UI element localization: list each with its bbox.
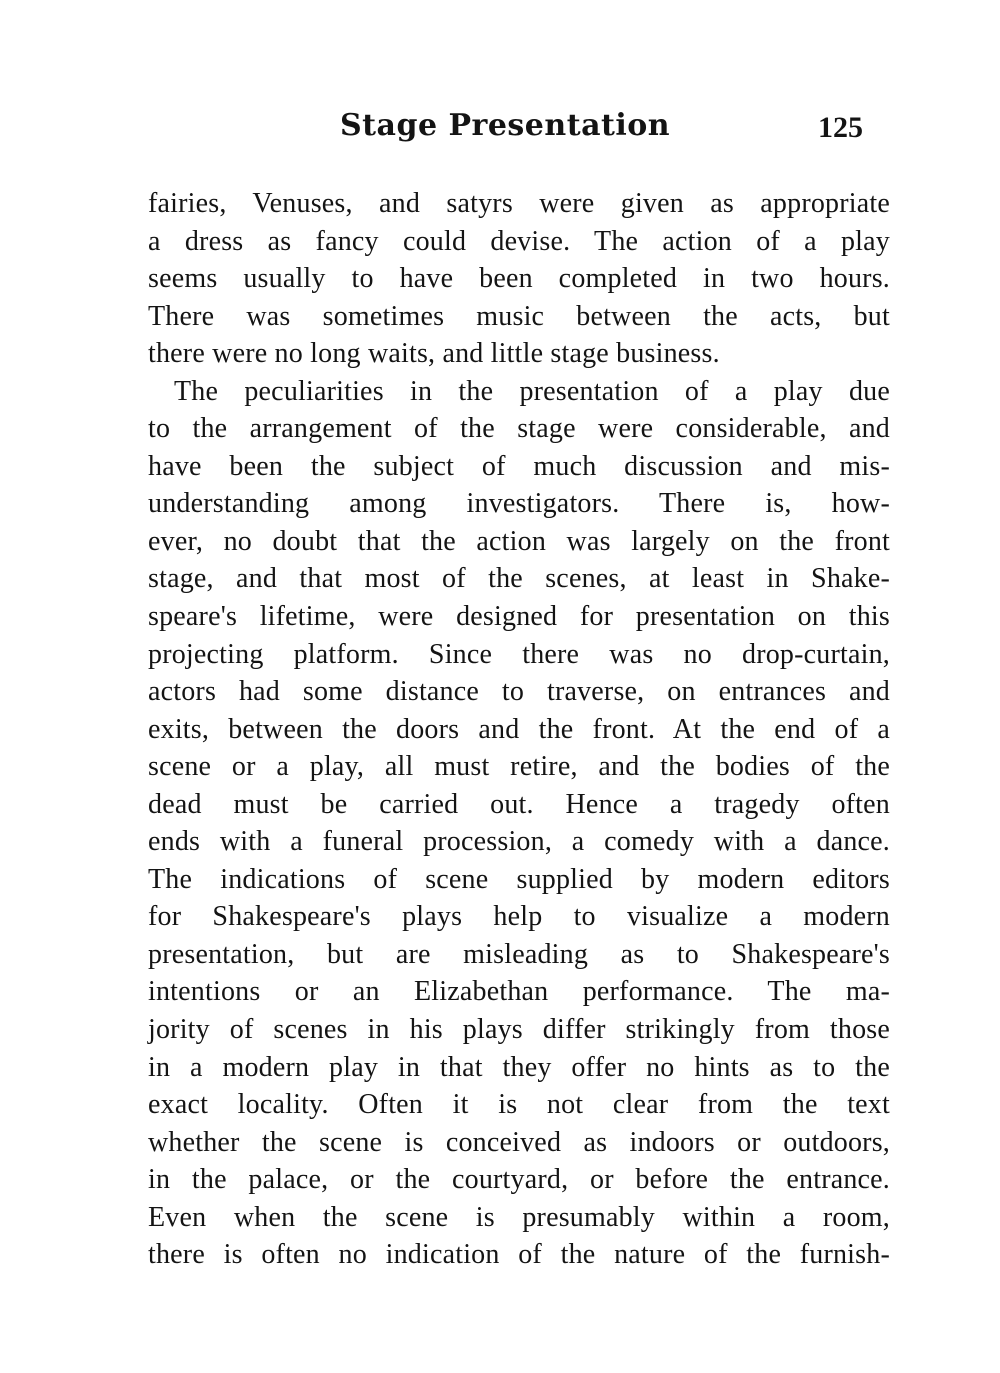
text-line: fairies, Venuses, and satyrs were given as appropriate: [148, 188, 890, 219]
text-line: exact locality. Often it is not clear from the text: [148, 1089, 890, 1121]
paragraph-1: [148, 185, 890, 373]
text-line: actors had some distance to traverse, on entrances and: [148, 676, 890, 708]
paragraph-2: [148, 373, 890, 1274]
body-text: [148, 185, 890, 1274]
text-line: presentation, but are misleading as to Shakespeare's: [148, 938, 890, 970]
page-number: 125: [818, 111, 863, 144]
text-line: a dress as fancy could devise. The action of a play: [148, 225, 890, 257]
text-line: seems usually to have been completed in two hours.: [148, 263, 890, 295]
text-line: in a modern play in that they offer no hints as to the: [148, 1051, 890, 1083]
text-line: intentions or an Elizabethan performance. The ma-: [148, 976, 890, 1008]
text-line: understanding among investigators. There is, how-: [148, 488, 890, 520]
running-title: Stage Presentation: [340, 108, 671, 143]
text-line: The peculiarities in the presentation of a play due: [174, 375, 890, 407]
text-line: The indications of scene supplied by modern editors: [148, 863, 890, 895]
text-line: whether the scene is conceived as indoors or outdoors,: [148, 1126, 890, 1158]
text-line: in the palace, or the courtyard, or before the entrance.: [148, 1164, 890, 1196]
text-line: ever, no doubt that the action was largely on the front: [148, 525, 890, 557]
text-line: stage, and that most of the scenes, at least in Shake-: [148, 563, 890, 595]
text-line: there is often no indication of the nature of the furnish-: [148, 1239, 890, 1271]
text-line: there were no long waits, and little stage business.: [148, 338, 720, 370]
text-line: projecting platform. Since there was no drop-curtain,: [148, 638, 890, 670]
text-line: Even when the scene is presumably within a room,: [148, 1201, 890, 1233]
text-line: have been the subject of much discussion and mis-: [148, 450, 890, 482]
text-line: jority of scenes in his plays differ strikingly from those: [148, 1014, 890, 1046]
text-line: scene or a play, all must retire, and the bodies of the: [148, 751, 890, 783]
text-line: speare's lifetime, were designed for presentation on this: [148, 601, 890, 633]
text-line: exits, between the doors and the front. At the end of a: [148, 713, 890, 745]
text-line: ends with a funeral procession, a comedy with a dance.: [148, 826, 890, 858]
text-line: for Shakespeare's plays help to visualize a modern: [148, 901, 890, 933]
text-line: to the arrangement of the stage were considerable, and: [148, 413, 890, 445]
text-line: There was sometimes music between the acts, but: [148, 300, 890, 332]
text-line: dead must be carried out. Hence a tragedy often: [148, 788, 890, 820]
